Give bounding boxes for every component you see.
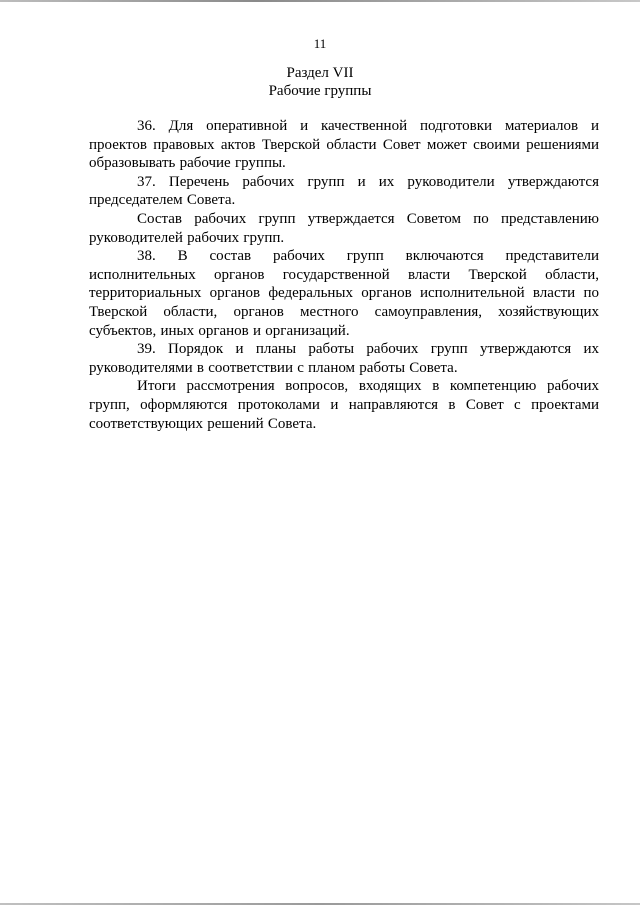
paragraph-38: 38. В состав рабочих групп включаются представители исполнительных органов государственной власти Тверской области, территориальных органов федеральных органов исполнительной власти по Тверской области, органов местного самоуправления, хозяйствующих субъектов, иных органов и организаций. xyxy=(89,248,599,339)
paragraph-36: 36. Для оперативной и качественной подготовки материалов и проектов правовых актов Тверской области Совет может своими решениями образовывать рабочие группы. xyxy=(89,118,599,172)
scan-top-edge xyxy=(0,0,640,2)
paragraph-39-results: Итоги рассмотрения вопросов, входящих в компетенцию рабочих групп, оформляются протоколами и направляются в Совет с проектами соответствующих решений Совета. xyxy=(89,378,599,432)
paragraph-39: 39. Порядок и планы работы рабочих групп утверждаются их руководителями в соответствии с планом работы Совета. xyxy=(89,341,599,376)
section-subtitle: Рабочие группы xyxy=(268,83,372,99)
paragraph-37: 37. Перечень рабочих групп и их руководители утверждаются председателем Совета. xyxy=(89,173,599,209)
document-body xyxy=(89,117,599,433)
page-number: 11 xyxy=(313,36,327,51)
paragraph-37-composition: Состав рабочих групп утверждается Советом по представлению руководителей рабочих групп. xyxy=(89,210,599,246)
section-title: Раздел VII xyxy=(286,65,354,81)
